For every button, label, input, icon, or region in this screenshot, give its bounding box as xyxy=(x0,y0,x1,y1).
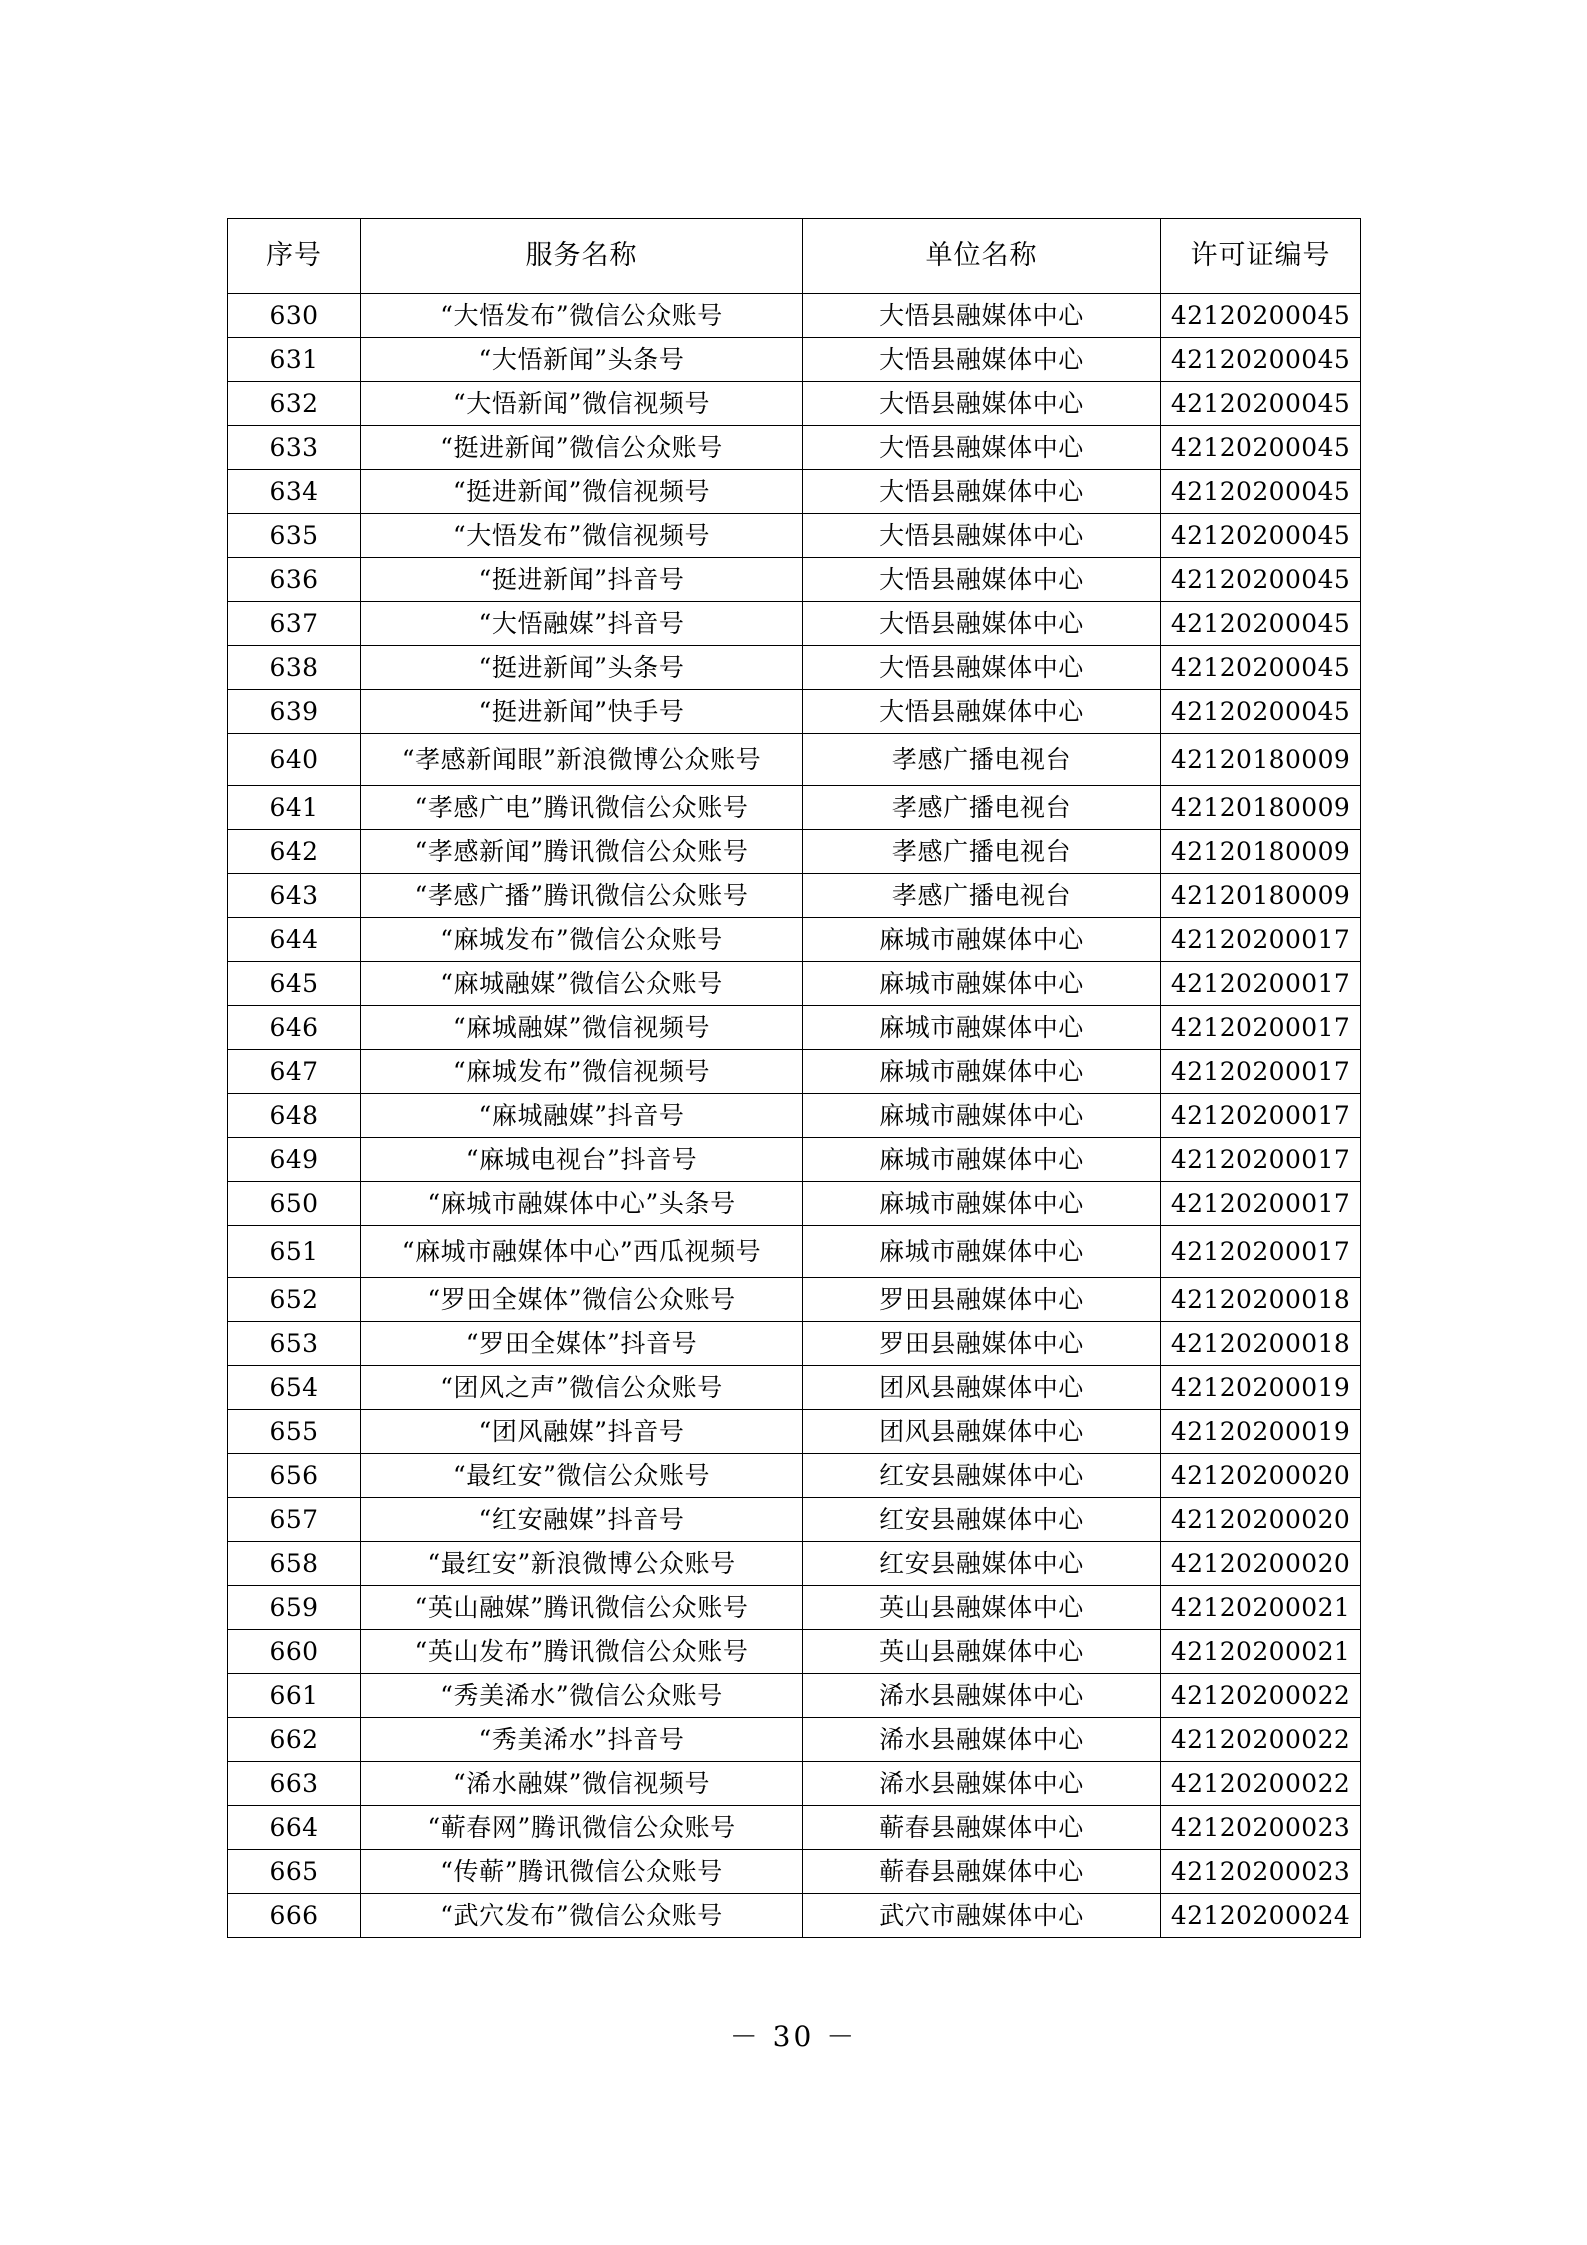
cell-service-name: “浠水融媒”微信视频号 xyxy=(361,1762,803,1806)
cell-license-number: 42120200045 xyxy=(1161,382,1361,426)
cell-organization: 红安县融媒体中心 xyxy=(803,1542,1161,1586)
cell-organization: 孝感广播电视台 xyxy=(803,786,1161,830)
cell-license-number: 42120200019 xyxy=(1161,1366,1361,1410)
cell-organization: 麻城市融媒体中心 xyxy=(803,1226,1161,1278)
cell-organization: 麻城市融媒体中心 xyxy=(803,962,1161,1006)
cell-organization: 红安县融媒体中心 xyxy=(803,1454,1161,1498)
column-header-organization: 单位名称 xyxy=(803,219,1161,294)
table-row xyxy=(228,1138,1361,1182)
cell-seq: 633 xyxy=(228,426,361,470)
table-row xyxy=(228,1674,1361,1718)
cell-seq: 636 xyxy=(228,558,361,602)
cell-license-number: 42120200022 xyxy=(1161,1674,1361,1718)
table-row xyxy=(228,382,1361,426)
cell-service-name: “大悟发布”微信公众账号 xyxy=(361,294,803,338)
cell-license-number: 42120200045 xyxy=(1161,470,1361,514)
table-row xyxy=(228,1894,1361,1938)
cell-organization: 浠水县融媒体中心 xyxy=(803,1674,1161,1718)
cell-license-number: 42120200022 xyxy=(1161,1718,1361,1762)
table-row xyxy=(228,558,1361,602)
cell-organization: 麻城市融媒体中心 xyxy=(803,1094,1161,1138)
table-row xyxy=(228,1542,1361,1586)
table-row xyxy=(228,962,1361,1006)
licensed-services-table xyxy=(227,218,1361,1938)
cell-service-name: “麻城发布”微信视频号 xyxy=(361,1050,803,1094)
cell-license-number: 42120200045 xyxy=(1161,558,1361,602)
cell-license-number: 42120200017 xyxy=(1161,1138,1361,1182)
cell-organization: 浠水县融媒体中心 xyxy=(803,1762,1161,1806)
cell-license-number: 42120180009 xyxy=(1161,734,1361,786)
cell-service-name: “秀美浠水”微信公众账号 xyxy=(361,1674,803,1718)
cell-organization: 麻城市融媒体中心 xyxy=(803,918,1161,962)
cell-service-name: “孝感广播”腾讯微信公众账号 xyxy=(361,874,803,918)
cell-seq: 634 xyxy=(228,470,361,514)
cell-organization: 麻城市融媒体中心 xyxy=(803,1006,1161,1050)
cell-seq: 640 xyxy=(228,734,361,786)
cell-seq: 663 xyxy=(228,1762,361,1806)
cell-service-name: “团风融媒”抖音号 xyxy=(361,1410,803,1454)
cell-license-number: 42120200020 xyxy=(1161,1498,1361,1542)
cell-organization: 大悟县融媒体中心 xyxy=(803,470,1161,514)
cell-service-name: “英山融媒”腾讯微信公众账号 xyxy=(361,1586,803,1630)
table-row xyxy=(228,1094,1361,1138)
cell-organization: 大悟县融媒体中心 xyxy=(803,690,1161,734)
table-row xyxy=(228,514,1361,558)
cell-service-name: “孝感新闻”腾讯微信公众账号 xyxy=(361,830,803,874)
table-row xyxy=(228,1366,1361,1410)
table-body xyxy=(228,294,1361,1938)
cell-service-name: “最红安”新浪微博公众账号 xyxy=(361,1542,803,1586)
cell-organization: 大悟县融媒体中心 xyxy=(803,558,1161,602)
cell-service-name: “麻城融媒”抖音号 xyxy=(361,1094,803,1138)
cell-organization: 大悟县融媒体中心 xyxy=(803,602,1161,646)
table-row xyxy=(228,1278,1361,1322)
table-row xyxy=(228,1806,1361,1850)
cell-seq: 650 xyxy=(228,1182,361,1226)
cell-seq: 630 xyxy=(228,294,361,338)
cell-seq: 637 xyxy=(228,602,361,646)
cell-seq: 655 xyxy=(228,1410,361,1454)
cell-license-number: 42120200018 xyxy=(1161,1278,1361,1322)
cell-service-name: “大悟新闻”头条号 xyxy=(361,338,803,382)
cell-organization: 英山县融媒体中心 xyxy=(803,1630,1161,1674)
cell-license-number: 42120200017 xyxy=(1161,918,1361,962)
cell-organization: 浠水县融媒体中心 xyxy=(803,1718,1161,1762)
cell-license-number: 42120200020 xyxy=(1161,1542,1361,1586)
cell-seq: 632 xyxy=(228,382,361,426)
cell-service-name: “挺进新闻”头条号 xyxy=(361,646,803,690)
cell-seq: 660 xyxy=(228,1630,361,1674)
cell-organization: 英山县融媒体中心 xyxy=(803,1586,1161,1630)
cell-license-number: 42120200045 xyxy=(1161,646,1361,690)
cell-seq: 658 xyxy=(228,1542,361,1586)
cell-seq: 662 xyxy=(228,1718,361,1762)
cell-seq: 643 xyxy=(228,874,361,918)
cell-service-name: “孝感广电”腾讯微信公众账号 xyxy=(361,786,803,830)
cell-seq: 651 xyxy=(228,1226,361,1278)
table-row xyxy=(228,338,1361,382)
cell-license-number: 42120200024 xyxy=(1161,1894,1361,1938)
cell-service-name: “罗田全媒体”微信公众账号 xyxy=(361,1278,803,1322)
table-row xyxy=(228,734,1361,786)
cell-service-name: “麻城发布”微信公众账号 xyxy=(361,918,803,962)
cell-license-number: 42120200017 xyxy=(1161,1006,1361,1050)
cell-organization: 大悟县融媒体中心 xyxy=(803,646,1161,690)
cell-license-number: 42120200045 xyxy=(1161,338,1361,382)
cell-license-number: 42120200022 xyxy=(1161,1762,1361,1806)
table-row xyxy=(228,1410,1361,1454)
cell-organization: 麻城市融媒体中心 xyxy=(803,1138,1161,1182)
cell-license-number: 42120180009 xyxy=(1161,830,1361,874)
cell-license-number: 42120200021 xyxy=(1161,1586,1361,1630)
cell-seq: 644 xyxy=(228,918,361,962)
cell-organization: 大悟县融媒体中心 xyxy=(803,338,1161,382)
cell-license-number: 42120200017 xyxy=(1161,1182,1361,1226)
cell-organization: 红安县融媒体中心 xyxy=(803,1498,1161,1542)
table-row xyxy=(228,1630,1361,1674)
table-row xyxy=(228,1718,1361,1762)
cell-license-number: 42120200023 xyxy=(1161,1806,1361,1850)
cell-service-name: “传蕲”腾讯微信公众账号 xyxy=(361,1850,803,1894)
cell-service-name: “麻城市融媒体中心”西瓜视频号 xyxy=(361,1226,803,1278)
cell-seq: 661 xyxy=(228,1674,361,1718)
cell-service-name: “秀美浠水”抖音号 xyxy=(361,1718,803,1762)
cell-service-name: “挺进新闻”快手号 xyxy=(361,690,803,734)
cell-license-number: 42120200017 xyxy=(1161,1226,1361,1278)
table-header-row xyxy=(228,219,1361,294)
table-row xyxy=(228,786,1361,830)
cell-organization: 大悟县融媒体中心 xyxy=(803,426,1161,470)
cell-seq: 642 xyxy=(228,830,361,874)
cell-seq: 657 xyxy=(228,1498,361,1542)
cell-organization: 罗田县融媒体中心 xyxy=(803,1322,1161,1366)
table-row xyxy=(228,470,1361,514)
cell-license-number: 42120200021 xyxy=(1161,1630,1361,1674)
cell-license-number: 42120200020 xyxy=(1161,1454,1361,1498)
table-row xyxy=(228,1226,1361,1278)
cell-service-name: “红安融媒”抖音号 xyxy=(361,1498,803,1542)
table-row xyxy=(228,1454,1361,1498)
cell-license-number: 42120200018 xyxy=(1161,1322,1361,1366)
cell-seq: 648 xyxy=(228,1094,361,1138)
table-row xyxy=(228,1322,1361,1366)
cell-service-name: “大悟发布”微信视频号 xyxy=(361,514,803,558)
table-row xyxy=(228,1498,1361,1542)
table-row xyxy=(228,830,1361,874)
cell-organization: 大悟县融媒体中心 xyxy=(803,514,1161,558)
cell-license-number: 42120200045 xyxy=(1161,514,1361,558)
cell-service-name: “麻城电视台”抖音号 xyxy=(361,1138,803,1182)
table-row xyxy=(228,918,1361,962)
cell-seq: 665 xyxy=(228,1850,361,1894)
cell-service-name: “挺进新闻”微信公众账号 xyxy=(361,426,803,470)
cell-seq: 639 xyxy=(228,690,361,734)
cell-service-name: “挺进新闻”抖音号 xyxy=(361,558,803,602)
cell-organization: 团风县融媒体中心 xyxy=(803,1410,1161,1454)
cell-service-name: “大悟新闻”微信视频号 xyxy=(361,382,803,426)
table-row xyxy=(228,602,1361,646)
table-row xyxy=(228,1586,1361,1630)
cell-seq: 664 xyxy=(228,1806,361,1850)
cell-organization: 罗田县融媒体中心 xyxy=(803,1278,1161,1322)
cell-license-number: 42120180009 xyxy=(1161,786,1361,830)
cell-seq: 646 xyxy=(228,1006,361,1050)
table-row xyxy=(228,1850,1361,1894)
cell-seq: 638 xyxy=(228,646,361,690)
table-row xyxy=(228,1762,1361,1806)
cell-service-name: “罗田全媒体”抖音号 xyxy=(361,1322,803,1366)
cell-license-number: 42120180009 xyxy=(1161,874,1361,918)
table-container xyxy=(227,218,1360,1938)
table-row xyxy=(228,690,1361,734)
cell-organization: 大悟县融媒体中心 xyxy=(803,382,1161,426)
cell-organization: 大悟县融媒体中心 xyxy=(803,294,1161,338)
cell-service-name: “孝感新闻眼”新浪微博公众账号 xyxy=(361,734,803,786)
cell-seq: 635 xyxy=(228,514,361,558)
table-row xyxy=(228,426,1361,470)
table-row xyxy=(228,874,1361,918)
cell-seq: 666 xyxy=(228,1894,361,1938)
table-row xyxy=(228,1050,1361,1094)
table-row xyxy=(228,1182,1361,1226)
cell-license-number: 42120200045 xyxy=(1161,426,1361,470)
cell-license-number: 42120200017 xyxy=(1161,962,1361,1006)
cell-organization: 武穴市融媒体中心 xyxy=(803,1894,1161,1938)
cell-seq: 653 xyxy=(228,1322,361,1366)
column-header-seq: 序号 xyxy=(228,219,361,294)
cell-service-name: “麻城融媒”微信公众账号 xyxy=(361,962,803,1006)
cell-organization: 蕲春县融媒体中心 xyxy=(803,1806,1161,1850)
cell-service-name: “麻城融媒”微信视频号 xyxy=(361,1006,803,1050)
cell-organization: 孝感广播电视台 xyxy=(803,830,1161,874)
cell-service-name: “团风之声”微信公众账号 xyxy=(361,1366,803,1410)
cell-license-number: 42120200023 xyxy=(1161,1850,1361,1894)
table-header xyxy=(228,219,1361,294)
cell-service-name: “麻城市融媒体中心”头条号 xyxy=(361,1182,803,1226)
page-footer: － 30 － xyxy=(729,2020,858,2053)
cell-license-number: 42120200045 xyxy=(1161,602,1361,646)
cell-seq: 631 xyxy=(228,338,361,382)
table-row xyxy=(228,1006,1361,1050)
cell-organization: 麻城市融媒体中心 xyxy=(803,1182,1161,1226)
cell-seq: 654 xyxy=(228,1366,361,1410)
cell-license-number: 42120200045 xyxy=(1161,294,1361,338)
cell-seq: 649 xyxy=(228,1138,361,1182)
cell-seq: 659 xyxy=(228,1586,361,1630)
cell-seq: 656 xyxy=(228,1454,361,1498)
cell-seq: 652 xyxy=(228,1278,361,1322)
table-row xyxy=(228,646,1361,690)
cell-organization: 孝感广播电视台 xyxy=(803,734,1161,786)
cell-seq: 645 xyxy=(228,962,361,1006)
table-row xyxy=(228,294,1361,338)
cell-service-name: “武穴发布”微信公众账号 xyxy=(361,1894,803,1938)
cell-organization: 蕲春县融媒体中心 xyxy=(803,1850,1161,1894)
cell-license-number: 42120200017 xyxy=(1161,1094,1361,1138)
cell-license-number: 42120200019 xyxy=(1161,1410,1361,1454)
cell-service-name: “大悟融媒”抖音号 xyxy=(361,602,803,646)
column-header-license-number: 许可证编号 xyxy=(1161,219,1361,294)
cell-organization: 团风县融媒体中心 xyxy=(803,1366,1161,1410)
cell-service-name: “挺进新闻”微信视频号 xyxy=(361,470,803,514)
cell-organization: 孝感广播电视台 xyxy=(803,874,1161,918)
cell-service-name: “英山发布”腾讯微信公众账号 xyxy=(361,1630,803,1674)
cell-seq: 641 xyxy=(228,786,361,830)
cell-seq: 647 xyxy=(228,1050,361,1094)
cell-service-name: “蕲春网”腾讯微信公众账号 xyxy=(361,1806,803,1850)
column-header-service-name: 服务名称 xyxy=(361,219,803,294)
cell-license-number: 42120200045 xyxy=(1161,690,1361,734)
cell-license-number: 42120200017 xyxy=(1161,1050,1361,1094)
cell-organization: 麻城市融媒体中心 xyxy=(803,1050,1161,1094)
cell-service-name: “最红安”微信公众账号 xyxy=(361,1454,803,1498)
